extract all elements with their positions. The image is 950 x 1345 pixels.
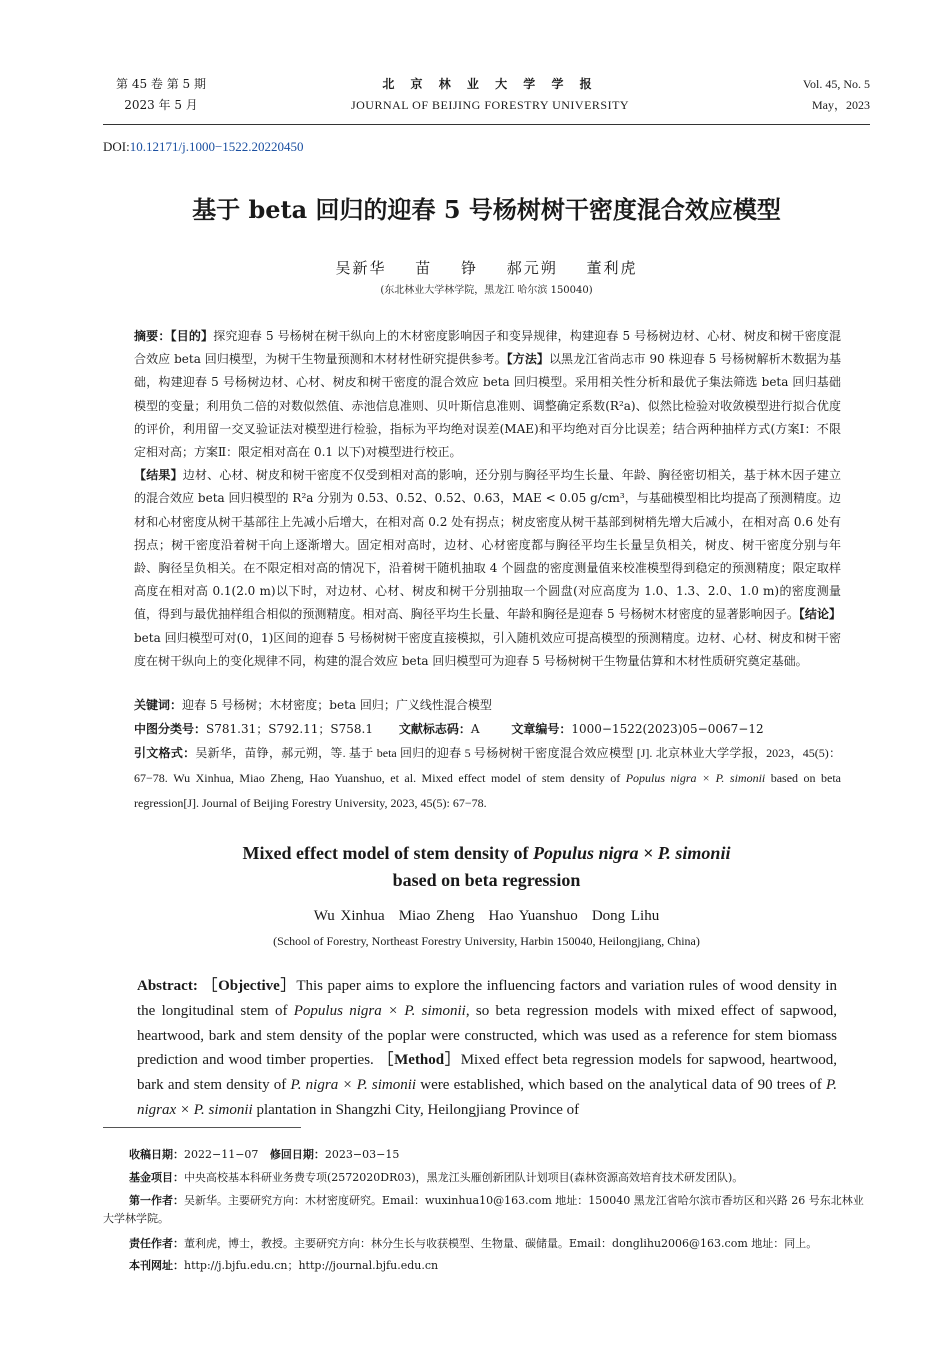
result-tag-cn: 【结果】	[134, 468, 183, 483]
date-cn: 2023 年 5 月	[124, 98, 198, 112]
abstract-en	[137, 974, 837, 1123]
abstract-cn	[134, 325, 841, 673]
fund-text: 中央高校基本科研业务费专项(2572020DR03)，黑龙江头雁创新团队计划项目(森林资源高效培育技术研发团队)。	[184, 1171, 744, 1184]
conclusion-cn: beta 回归模型可对(0，1)区间的迎春 5 号杨树树干密度直接模拟，引入随机效应可提高模型的预测精度。边材、心材、树皮和树干密度在树干纵向上的变化规律不同，构建的混合效应 beta 回归模型可为迎春 5 号杨树树干生物量估算和木材性质研究奠定基础。	[134, 630, 841, 668]
clc-value: S781.31；S792.11；S758.1	[206, 722, 374, 736]
keywords-cn	[134, 694, 841, 717]
header-center	[300, 74, 680, 116]
fund-label: 基金项目：	[129, 1171, 184, 1184]
corresponding-label: 责任作者：	[129, 1237, 184, 1250]
footnote-rule	[103, 1127, 301, 1128]
abstract-en-p2: , so beta regression models with mixed effect of sapwood, heartwood, bark and stem density of the poplar were constructed, which was used as a reference for stem biomass prediction and wood timber properties.	[137, 1002, 837, 1069]
abstract-en-label: Abstract:	[137, 978, 198, 994]
doi-line	[103, 139, 304, 155]
citation-en-a: Wu Xinhua, Miao Zheng, Hao Yuanshuo, et al. Mixed effect model of stem density of	[173, 771, 626, 785]
footnote-dates	[103, 1146, 870, 1164]
citation-label: 引文格式：	[134, 746, 196, 760]
citation-en-b: based on beta regression[J]. Journal of Beijing Forestry University, 2023, 45(5): 67−78.	[134, 771, 842, 810]
keywords-label: 关键词：	[134, 698, 183, 712]
method-tag-cn: 【方法】	[506, 352, 549, 367]
affiliation-cn: (东北林业大学林学院，黑龙江 哈尔滨 150040)	[380, 285, 593, 296]
citation-block	[134, 741, 841, 816]
corresponding-text: 董利虎，博士，教授。主要研究方向：林分生长与收获模型、生物量、碳储量。Email：donglihu2006@163.com 地址：同上。	[184, 1237, 818, 1250]
journal-name-en: JOURNAL OF BEIJING FORESTRY UNIVERSITY	[350, 98, 630, 112]
objective-cn: 探究迎春 5 号杨树在树干纵向上的木材密度影响因子和变异规律，构建迎春 5 号杨树边材、心材、树皮和树干密度混合效应 beta 回归模型，为树干生物量预测和木材材性研究提供参考。	[134, 329, 841, 367]
doc-code-label: 文献标志码：	[398, 722, 471, 736]
abstract-en-species-1: Populus nigra × P. simonii	[293, 1002, 466, 1019]
conclusion-tag-cn: 【结论】	[798, 607, 841, 622]
citation-species: Populus nigra × P. simonii	[625, 771, 766, 785]
website-label: 本刊网址：	[129, 1259, 184, 1272]
authors-cn: 吴新华 苗 铮 郝元朔 董利虎	[335, 259, 638, 277]
method-cn: 以黑龙江省尚志市 90 株迎春 5 号杨树解析木数据为基础，构建迎春 5 号杨树边材、心材、树皮和树干密度的混合效应 beta 回归模型。采用相关性分析和最优子集法筛选 beta 回归基础模型的变量；利用负二倍的对数似然值、赤池信息准则、贝叶斯信息准则、调整确定系数(R²a)、似然比检验对收敛模型进行拟合优度的评价，利用留一交叉验证法对模型进行检验，指标为平均绝对误差(MAE)和平均绝对百分比误差；结合两种抽样方式(方案Ⅰ：不限定相对高；方案Ⅱ：限定相对高在 0.1 以下)对模型进行校正。	[134, 352, 841, 460]
title-en-line2: based on beta regression	[392, 870, 581, 890]
header-right	[740, 74, 870, 116]
article-no-value: 1000−1522(2023)05−0067−12	[571, 722, 764, 736]
objective-tag-cn: 【目的】	[170, 329, 214, 343]
footnote-fund	[103, 1169, 870, 1187]
doi-link[interactable]: 10.12171/j.1000−1522.20220450	[129, 139, 304, 154]
volume-en: Vol. 45, No. 5	[802, 77, 870, 91]
abstract-en-p3: Mixed effect beta regression models for sapwood, heartwood, bark and stem density of	[137, 1052, 838, 1094]
volume-cn: 第 45 卷 第 5 期	[116, 77, 206, 91]
header-rule	[103, 124, 870, 125]
author-en-2: Miao Zheng	[398, 908, 475, 924]
doi-label: DOI:	[103, 139, 130, 154]
revised-date: 2023−03−15	[324, 1148, 400, 1161]
received-label: 收稿日期：	[129, 1148, 184, 1161]
footnote-corresponding	[103, 1235, 870, 1253]
title-en-line1: Mixed effect model of stem density of	[242, 843, 533, 863]
abstract-en-species-2: P. nigra × P. simonii	[290, 1077, 417, 1094]
abstract-en-species-3: P. nigrax × P. simonii	[137, 1077, 837, 1118]
abstract-en-p5: plantation in Shangzhi City, Heilongjiang Province of	[252, 1101, 580, 1118]
title-en	[103, 840, 870, 894]
journal-name-cn: 北 京 林 业 大 学 学 报	[382, 77, 598, 91]
author-en-3: Hao Yuanshuo	[488, 908, 578, 924]
article-no-label: 文章编号：	[511, 722, 572, 736]
classification-line	[134, 718, 841, 741]
date-en: May，2023	[812, 98, 870, 112]
result-cn: 边材、心材、树皮和树干密度不仅受到相对高的影响，还分别与胸径平均生长量、年龄、胸径密切相关，基于林木因子建立的混合效应 beta 回归模型的 R²a 分别为 0.53、0.52、0.52、0.63，MAE < 0.05 g/cm³，与基础模型相比均提高了预测精度。边材和心材密度从树干基部往上先减小后增大，在相对高 0.2 处有拐点；树皮密度从树干基部到树梢先增大后减小，在相对高 0.6 处有拐点；树干密度沿着树干向上逐渐增大。固定相对高时，边材、心材密度都与胸径平均生长量呈负相关，树皮、树干密度分别与年龄、胸径呈负相关。在不限定相对高的情况下，沿着树干随机抽取 4 个圆盘的密度测量值来校准模型得到稳定的预测精度；限定取样高度在相对高 0.1(2.0 m)以下时，对边材、心材、树皮和树干分别抽取一个圆盘(对应高度为 1.0、1.3、2.0、1.0 m)的密度测量值，得到与最优抽样组合相似的预测精度。相对高、胸径平均生长量、年龄和胸径是迎春 5 号杨树木材密度的显著影响因子。	[134, 468, 841, 622]
footnote-first-author	[103, 1192, 870, 1228]
author-en-4: Dong Lihu	[591, 908, 660, 924]
first-author-label: 第一作者：	[129, 1194, 184, 1207]
method-tag-en: ［Method］	[378, 1052, 461, 1069]
clc-label: 中图分类号：	[134, 722, 207, 736]
affiliation-en: (School of Forestry, Northeast Forestry University, Harbin 150040, Heilongjiang, China)	[273, 934, 700, 948]
keywords-value: 迎春 5 号杨树；木材密度；beta 回归；广义线性混合模型	[182, 698, 492, 712]
received-date: 2022−11−07	[184, 1148, 259, 1161]
footnote-website	[103, 1257, 870, 1275]
title-en-species: Populus nigra × P. simonii	[532, 843, 731, 863]
header-left	[106, 74, 216, 116]
first-author-text: 吴新华。主要研究方向：木材密度研究。Email：wuxinhua10@163.com 地址：150040 黑龙江省哈尔滨市香坊区和兴路 26 号东北林业大学林学院。	[103, 1194, 864, 1225]
title-cn: 基于 beta 回归的迎春 5 号杨树树干密度混合效应模型	[192, 195, 781, 224]
citation-cn: 吴新华，苗铮，郝元朔，等. 基于 beta 回归的迎春 5 号杨树树干密度混合效应模型 [J]. 北京林业大学学报，2023，45(5)：67−78.	[134, 746, 841, 785]
abstract-en-p4: were established, which based on the analytical data of 90 trees of	[416, 1077, 827, 1094]
revised-label: 修回日期：	[269, 1148, 325, 1161]
objective-tag-en: ［Objective］	[202, 978, 297, 994]
abstract-cn-label: 摘要：	[134, 329, 171, 343]
author-en-1: Wu Xinhua	[313, 908, 385, 924]
doc-code-value: A	[470, 722, 480, 736]
website-text: http://j.bjfu.edu.cn；http://journal.bjfu.edu.cn	[184, 1259, 439, 1272]
abstract-en-p1: This paper aims to explore the influencing factors and variation rules of wood density in the longitudinal stem of	[137, 978, 838, 1019]
authors-en	[103, 908, 870, 925]
